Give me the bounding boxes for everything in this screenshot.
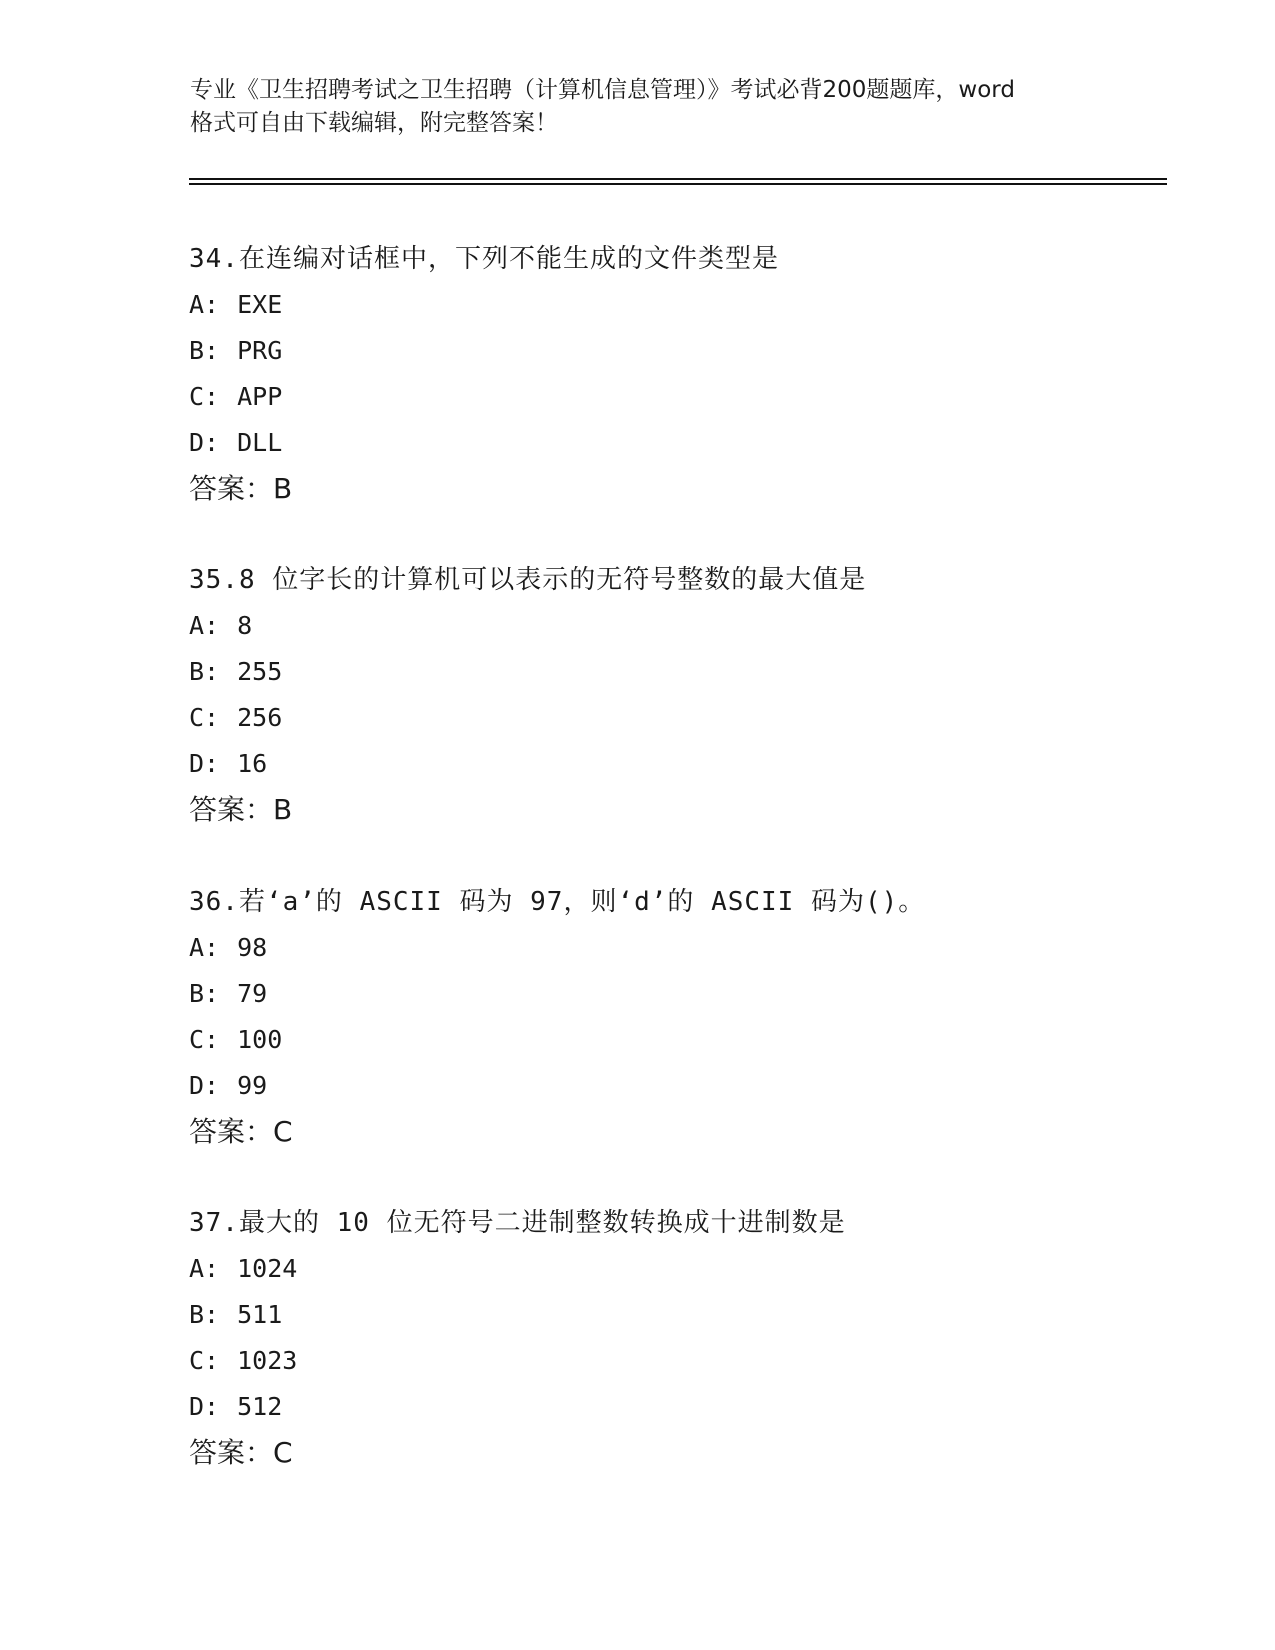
option-c	[189, 1023, 1189, 1057]
question-36	[189, 885, 1189, 1149]
option-a	[189, 931, 1189, 965]
option-letter: A:	[189, 933, 220, 962]
option-text: DLL	[237, 428, 283, 457]
option-d	[189, 1069, 1189, 1103]
question-34	[189, 242, 1189, 506]
header-line-1: 专业《卫生招聘考试之卫生招聘（计算机信息管理）》考试必背200题题库，word	[190, 77, 1015, 103]
option-a	[189, 288, 1189, 322]
option-text: 16	[237, 749, 268, 778]
question-stem: 35.8 位字长的计算机可以表示的无符号整数的最大值是	[189, 565, 867, 595]
option-letter: C:	[189, 703, 220, 732]
option-letter: D:	[189, 1071, 220, 1100]
option-text: EXE	[237, 290, 283, 319]
option-text: PRG	[237, 336, 283, 365]
option-letter: B:	[189, 336, 220, 365]
option-c	[189, 701, 1189, 735]
option-text: 1023	[237, 1346, 298, 1375]
option-letter: B:	[189, 979, 220, 1008]
question-35	[189, 563, 1189, 827]
option-letter: D:	[189, 428, 220, 457]
option-text: 256	[237, 703, 283, 732]
option-letter: D:	[189, 1392, 220, 1421]
question-stem: 37.最大的 10 位无符号二进制整数转换成十进制数是	[189, 1208, 846, 1238]
option-letter: A:	[189, 611, 220, 640]
option-b	[189, 977, 1189, 1011]
option-letter: B:	[189, 1300, 220, 1329]
option-a	[189, 609, 1189, 643]
option-text: 98	[237, 933, 268, 962]
question-stem: 34.在连编对话框中，下列不能生成的文件类型是	[189, 244, 779, 274]
option-text: APP	[237, 382, 283, 411]
question-stem: 36.若‘a’的 ASCII 码为 97，则‘d’的 ASCII 码为()。	[189, 887, 926, 917]
answer-line: 答案：C	[189, 1436, 293, 1469]
option-letter: A:	[189, 1254, 220, 1283]
header-line-2: 格式可自由下载编辑，附完整答案！	[190, 110, 558, 136]
option-text: 1024	[237, 1254, 298, 1283]
option-letter: C:	[189, 1346, 220, 1375]
option-text: 512	[237, 1392, 283, 1421]
option-text: 99	[237, 1071, 268, 1100]
option-text: 100	[237, 1025, 283, 1054]
header-divider-bottom	[189, 183, 1167, 185]
option-text: 255	[237, 657, 283, 686]
option-letter: C:	[189, 382, 220, 411]
option-b	[189, 334, 1189, 368]
header-divider-top	[189, 178, 1167, 180]
option-letter: B:	[189, 657, 220, 686]
option-d	[189, 426, 1189, 460]
option-text: 511	[237, 1300, 283, 1329]
document-header	[190, 74, 1090, 140]
option-b	[189, 1298, 1189, 1332]
option-c	[189, 1344, 1189, 1378]
answer-line: 答案：B	[189, 793, 293, 826]
option-a	[189, 1252, 1189, 1286]
option-letter: C:	[189, 1025, 220, 1054]
option-text: 79	[237, 979, 268, 1008]
question-37	[189, 1206, 1189, 1470]
answer-line: 答案：C	[189, 1115, 293, 1148]
option-text: 8	[237, 611, 253, 640]
answer-line: 答案：B	[189, 472, 293, 505]
option-d	[189, 1390, 1189, 1424]
option-letter: A:	[189, 290, 220, 319]
option-d	[189, 747, 1189, 781]
option-letter: D:	[189, 749, 220, 778]
option-b	[189, 655, 1189, 689]
option-c	[189, 380, 1189, 414]
